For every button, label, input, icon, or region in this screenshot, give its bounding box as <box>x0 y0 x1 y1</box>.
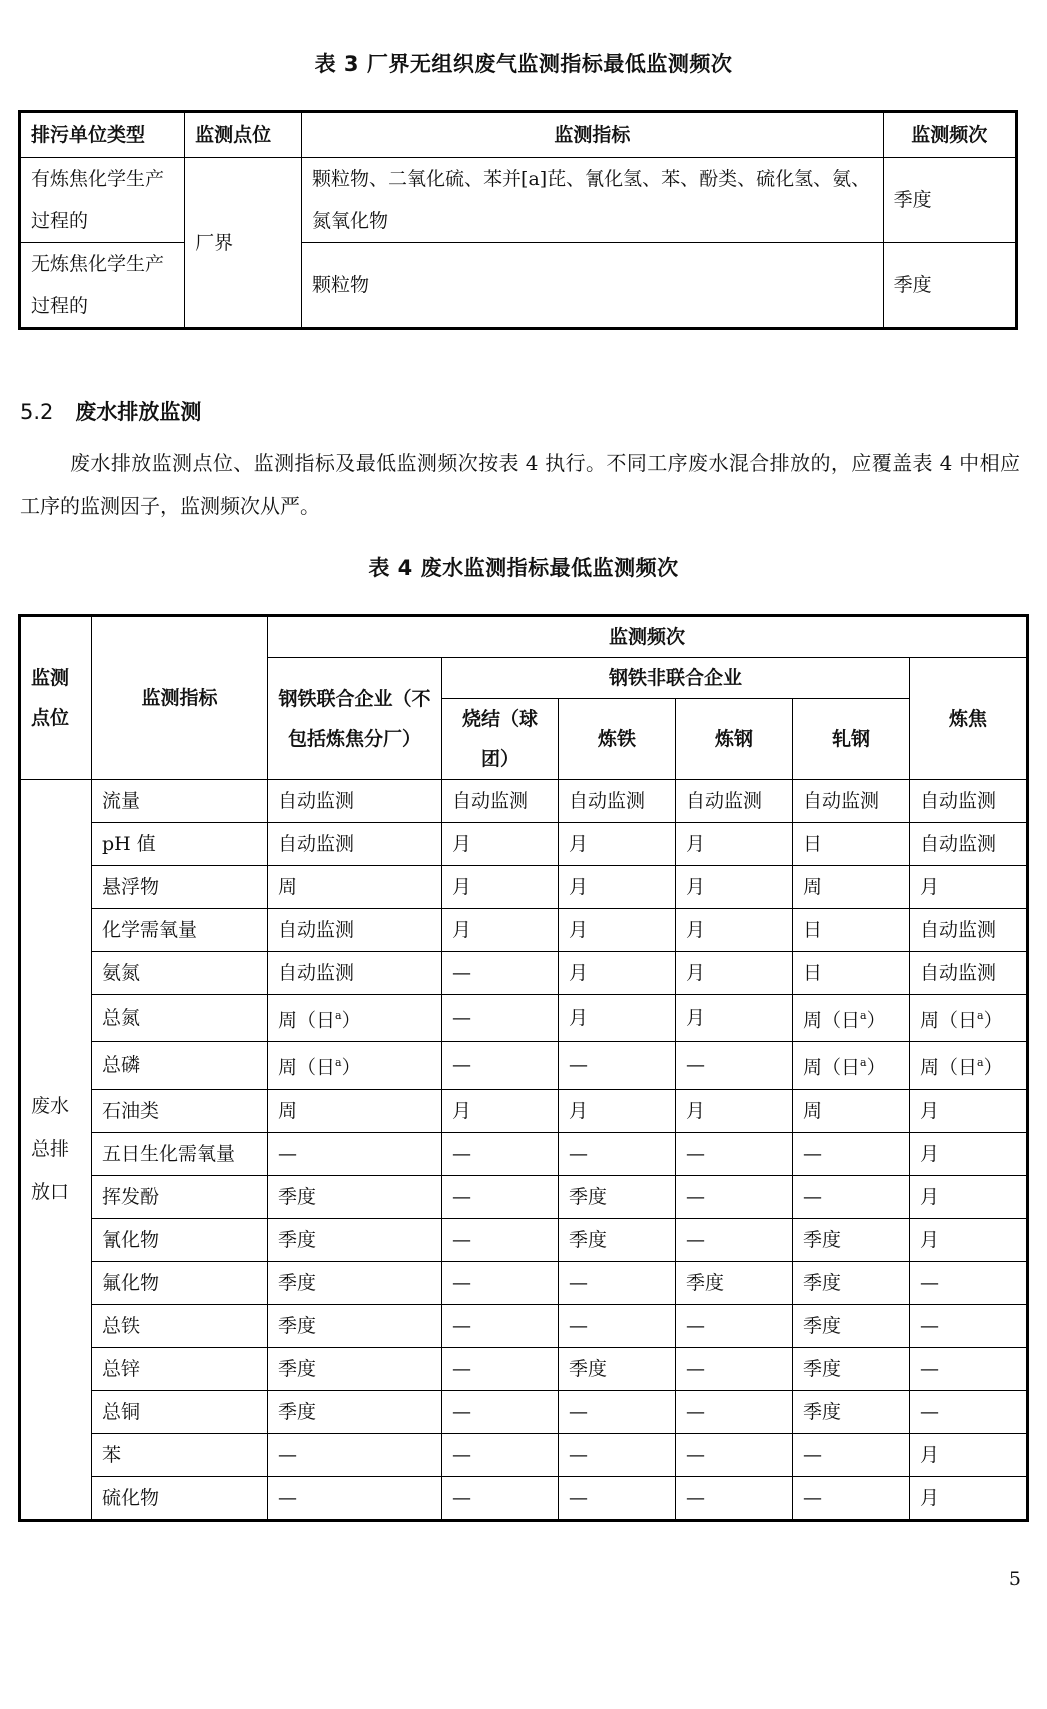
table4-frequency-cell: 月 <box>676 823 793 866</box>
table4-frequency-cell: — <box>793 1175 910 1218</box>
table4-frequency-cell: 季度 <box>559 1218 676 1261</box>
table4-frequency-cell: 月 <box>442 909 559 952</box>
table4-indicator-cell: 悬浮物 <box>92 866 268 909</box>
table4-frequency-cell: 月 <box>676 995 793 1042</box>
table4-indicator-cell: 挥发酚 <box>92 1175 268 1218</box>
table3-header-row <box>20 112 1017 158</box>
table4-frequency-cell: — <box>559 1433 676 1476</box>
table4-header-non-integrated: 钢铁非联合企业 <box>442 658 910 699</box>
table4-indicator-cell: 总磷 <box>92 1042 268 1089</box>
table4-frequency-cell: 自动监测 <box>910 909 1028 952</box>
frequency-text: 周（日 <box>803 1056 861 1079</box>
table4-frequency-cell: 月 <box>910 1433 1028 1476</box>
table4-frequency-cell: 季度 <box>268 1304 442 1347</box>
table3-header-location: 监测点位 <box>185 112 302 158</box>
section-heading <box>20 396 201 426</box>
table4-frequency-cell: — <box>442 1390 559 1433</box>
table4-frequency-cell: 月 <box>910 1476 1028 1520</box>
table4-frequency-cell: — <box>442 1218 559 1261</box>
table4-indicator-cell: 五日生化需氧量 <box>92 1132 268 1175</box>
table4-frequency-cell: 自动监测 <box>268 780 442 823</box>
table4-frequency-cell: 自动监测 <box>676 780 793 823</box>
table-row <box>20 909 1028 952</box>
table4-frequency-cell: 季度 <box>268 1390 442 1433</box>
table-row <box>20 1347 1028 1390</box>
table-row <box>20 952 1028 995</box>
table4-frequency-cell: 季度 <box>793 1304 910 1347</box>
table4-frequency-cell: 月 <box>910 1089 1028 1132</box>
table4-frequency-cell: 自动监测 <box>559 780 676 823</box>
table4-frequency-cell: 自动监测 <box>793 780 910 823</box>
table4-frequency-cell: — <box>676 1304 793 1347</box>
section-number: 5.2 <box>20 400 54 424</box>
table-row <box>20 1042 1028 1089</box>
footnote-marker: a <box>977 1056 984 1070</box>
table4-frequency-cell: — <box>559 1390 676 1433</box>
table4-frequency-cell: — <box>676 1347 793 1390</box>
table4-frequency-cell: — <box>910 1390 1028 1433</box>
table4-frequency-cell: 周 <box>268 1089 442 1132</box>
table3-type-cell: 无炼焦化学生产过程的 <box>20 243 185 329</box>
table4-frequency-cell: 月 <box>676 866 793 909</box>
table4-frequency-cell: 月 <box>676 952 793 995</box>
table4-frequency-cell: 月 <box>442 1089 559 1132</box>
table4-frequency-cell: 季度 <box>793 1347 910 1390</box>
table4-header-ironmaking: 炼铁 <box>559 699 676 780</box>
table4-frequency-cell: 日 <box>793 909 910 952</box>
table4-frequency-cell: 自动监测 <box>268 909 442 952</box>
table-row <box>20 780 1028 823</box>
table4-frequency-cell: — <box>676 1476 793 1520</box>
table4-frequency-cell: 月 <box>442 866 559 909</box>
table-row <box>20 243 1017 329</box>
table4-frequency-cell: 月 <box>559 1089 676 1132</box>
table3-type-cell: 有炼焦化学生产过程的 <box>20 158 185 243</box>
footnote-marker: a <box>335 1009 342 1022</box>
table4-frequency-cell: — <box>442 1132 559 1175</box>
table-row <box>20 1132 1028 1175</box>
table3-indicator-cell: 颗粒物 <box>302 243 884 329</box>
table4-frequency-cell: — <box>442 1304 559 1347</box>
table4-frequency-cell <box>268 995 442 1042</box>
table4-frequency-cell: 月 <box>559 909 676 952</box>
table4-header-frequency: 监测频次 <box>268 616 1028 658</box>
table4-frequency-cell: — <box>268 1433 442 1476</box>
table3-header-type: 排污单位类型 <box>20 112 185 158</box>
table3 <box>18 110 1018 330</box>
table4-indicator-cell: 石油类 <box>92 1089 268 1132</box>
frequency-text: 周（日 <box>803 1009 861 1032</box>
table3-frequency-cell: 季度 <box>883 243 1016 329</box>
table4-indicator-cell: 总氮 <box>92 995 268 1042</box>
frequency-text: 周（日 <box>278 1009 336 1032</box>
table4-frequency-cell: — <box>442 1175 559 1218</box>
table4-frequency-cell: — <box>442 952 559 995</box>
page-number: 5 <box>1008 1568 1021 1590</box>
table4-frequency-cell: 季度 <box>268 1218 442 1261</box>
table4-frequency-cell <box>910 1042 1028 1089</box>
footnote-marker: a <box>860 1009 867 1022</box>
table4-frequency-cell: 日 <box>793 823 910 866</box>
table4-frequency-cell: — <box>442 1476 559 1520</box>
table4-frequency-cell <box>793 995 910 1042</box>
table4-indicator-cell: 总铜 <box>92 1390 268 1433</box>
frequency-text: 周（日 <box>920 1009 978 1032</box>
table4-frequency-cell: — <box>268 1132 442 1175</box>
closing-paren: ） <box>341 1009 361 1032</box>
table4-frequency-cell: 周 <box>793 866 910 909</box>
table4-frequency-cell <box>910 995 1028 1042</box>
closing-paren: ） <box>866 1056 886 1079</box>
table4-frequency-cell: — <box>793 1132 910 1175</box>
table3-indicator-cell: 颗粒物、二氧化硫、苯并[a]芘、氰化氢、苯、酚类、硫化氢、氨、氮氧化物 <box>302 158 884 243</box>
table-row <box>20 823 1028 866</box>
table4-header-sintering: 烧结（球团） <box>442 699 559 780</box>
table3-caption: 表 3 厂界无组织废气监测指标最低监测频次 <box>314 52 733 76</box>
table4-indicator-cell: 流量 <box>92 780 268 823</box>
table4-indicator-cell: 总铁 <box>92 1304 268 1347</box>
table4-indicator-cell: pH 值 <box>92 823 268 866</box>
table4-indicator-cell: 化学需氧量 <box>92 909 268 952</box>
table-row <box>20 1218 1028 1261</box>
table4-frequency-cell: 月 <box>559 866 676 909</box>
frequency-text: 周（日 <box>920 1056 978 1079</box>
table4-frequency-cell: 季度 <box>793 1390 910 1433</box>
table4-frequency-cell: — <box>910 1347 1028 1390</box>
table4-frequency-cell: 月 <box>442 823 559 866</box>
table4-header-location: 监测点位 <box>20 616 92 780</box>
footnote-marker: a <box>860 1056 867 1070</box>
table4-frequency-cell: 季度 <box>793 1218 910 1261</box>
section-title: 废水排放监测 <box>75 400 202 424</box>
table4-location-cell: 废水总排放口 <box>20 780 92 1521</box>
table4-frequency-cell: 月 <box>910 1218 1028 1261</box>
table4-frequency-cell: 月 <box>559 995 676 1042</box>
table4-frequency-cell: — <box>442 1433 559 1476</box>
table4-frequency-cell: 季度 <box>268 1175 442 1218</box>
table4-frequency-cell: 自动监测 <box>910 780 1028 823</box>
table4-frequency-cell: 月 <box>910 1175 1028 1218</box>
table4 <box>18 614 1029 1522</box>
table4-frequency-cell: 月 <box>910 1132 1028 1175</box>
table4-frequency-cell: 月 <box>559 823 676 866</box>
table4-frequency-cell: — <box>910 1261 1028 1304</box>
table4-frequency-cell: 季度 <box>268 1347 442 1390</box>
table-row <box>20 1433 1028 1476</box>
table4-frequency-cell: — <box>442 995 559 1042</box>
closing-paren: ） <box>983 1009 1003 1032</box>
section-paragraph: 废水排放监测点位、监测指标及最低监测频次按表 4 执行。不同工序废水混合排放的，应覆盖表 4 中相应工序的监测因子，监测频次从严。 <box>20 451 1020 518</box>
table4-frequency-cell: 季度 <box>559 1175 676 1218</box>
table4-body <box>20 780 1028 1521</box>
table4-frequency-cell: 季度 <box>268 1261 442 1304</box>
table4-frequency-cell: — <box>442 1347 559 1390</box>
table-row <box>20 1390 1028 1433</box>
table4-header-steelmaking: 炼钢 <box>676 699 793 780</box>
table4-frequency-cell: — <box>793 1476 910 1520</box>
table4-frequency-cell: — <box>676 1132 793 1175</box>
table4-frequency-cell: 自动监测 <box>442 780 559 823</box>
table4-frequency-cell: — <box>268 1476 442 1520</box>
table3-location-cell: 厂界 <box>185 158 302 329</box>
table4-caption: 表 4 废水监测指标最低监测频次 <box>368 556 679 580</box>
closing-paren: ） <box>866 1009 886 1032</box>
table4-header-row-1 <box>20 616 1028 658</box>
table-row <box>20 1089 1028 1132</box>
table4-header-rolling: 轧钢 <box>793 699 910 780</box>
footnote-marker: a <box>335 1056 342 1070</box>
table4-frequency-cell: 自动监测 <box>268 952 442 995</box>
table4-frequency-cell: 自动监测 <box>268 823 442 866</box>
table4-frequency-cell: — <box>676 1390 793 1433</box>
table4-frequency-cell: 月 <box>559 952 676 995</box>
table4-frequency-cell: — <box>793 1433 910 1476</box>
table4-frequency-cell: — <box>910 1304 1028 1347</box>
table4-indicator-cell: 苯 <box>92 1433 268 1476</box>
table4-header-coking: 炼焦 <box>910 658 1028 780</box>
table-row <box>20 866 1028 909</box>
closing-paren: ） <box>983 1056 1003 1079</box>
table4-frequency-cell: 月 <box>676 1089 793 1132</box>
table4-indicator-cell: 氨氮 <box>92 952 268 995</box>
table4-frequency-cell: — <box>676 1042 793 1089</box>
table-row <box>20 158 1017 243</box>
frequency-text: 周（日 <box>278 1056 336 1079</box>
footnote-marker: a <box>977 1009 984 1022</box>
table4-indicator-cell: 硫化物 <box>92 1476 268 1520</box>
table4-frequency-cell: — <box>676 1175 793 1218</box>
table4-frequency-cell: 月 <box>910 866 1028 909</box>
table4-indicator-cell: 总锌 <box>92 1347 268 1390</box>
table3-header-frequency: 监测频次 <box>883 112 1016 158</box>
table4-frequency-cell: 季度 <box>559 1347 676 1390</box>
table4-frequency-cell: — <box>676 1218 793 1261</box>
table4-frequency-cell: 月 <box>676 909 793 952</box>
table4-frequency-cell: — <box>559 1042 676 1089</box>
table4-frequency-cell: — <box>559 1304 676 1347</box>
table4-indicator-cell: 氟化物 <box>92 1261 268 1304</box>
table4-frequency-cell <box>793 1042 910 1089</box>
table4-frequency-cell: 日 <box>793 952 910 995</box>
table-row <box>20 1261 1028 1304</box>
table4-frequency-cell <box>268 1042 442 1089</box>
table-row <box>20 995 1028 1042</box>
table4-frequency-cell: 自动监测 <box>910 952 1028 995</box>
closing-paren: ） <box>341 1056 361 1079</box>
table4-header-indicator: 监测指标 <box>92 616 268 780</box>
table4-frequency-cell: 季度 <box>793 1261 910 1304</box>
table4-frequency-cell: — <box>559 1261 676 1304</box>
table4-frequency-cell: — <box>676 1433 793 1476</box>
table4-frequency-cell: 自动监测 <box>910 823 1028 866</box>
table4-header-integrated: 钢铁联合企业（不包括炼焦分厂） <box>268 658 442 780</box>
table3-header-indicator: 监测指标 <box>302 112 884 158</box>
table-row <box>20 1476 1028 1520</box>
table4-frequency-cell: 周 <box>268 866 442 909</box>
table4-frequency-cell: — <box>442 1042 559 1089</box>
table4-frequency-cell: — <box>442 1261 559 1304</box>
table4-frequency-cell: 季度 <box>676 1261 793 1304</box>
table3-frequency-cell: 季度 <box>883 158 1016 243</box>
table4-frequency-cell: 周 <box>793 1089 910 1132</box>
table4-indicator-cell: 氰化物 <box>92 1218 268 1261</box>
table-row <box>20 1175 1028 1218</box>
table-row <box>20 1304 1028 1347</box>
table4-frequency-cell: — <box>559 1132 676 1175</box>
table4-frequency-cell: — <box>559 1476 676 1520</box>
